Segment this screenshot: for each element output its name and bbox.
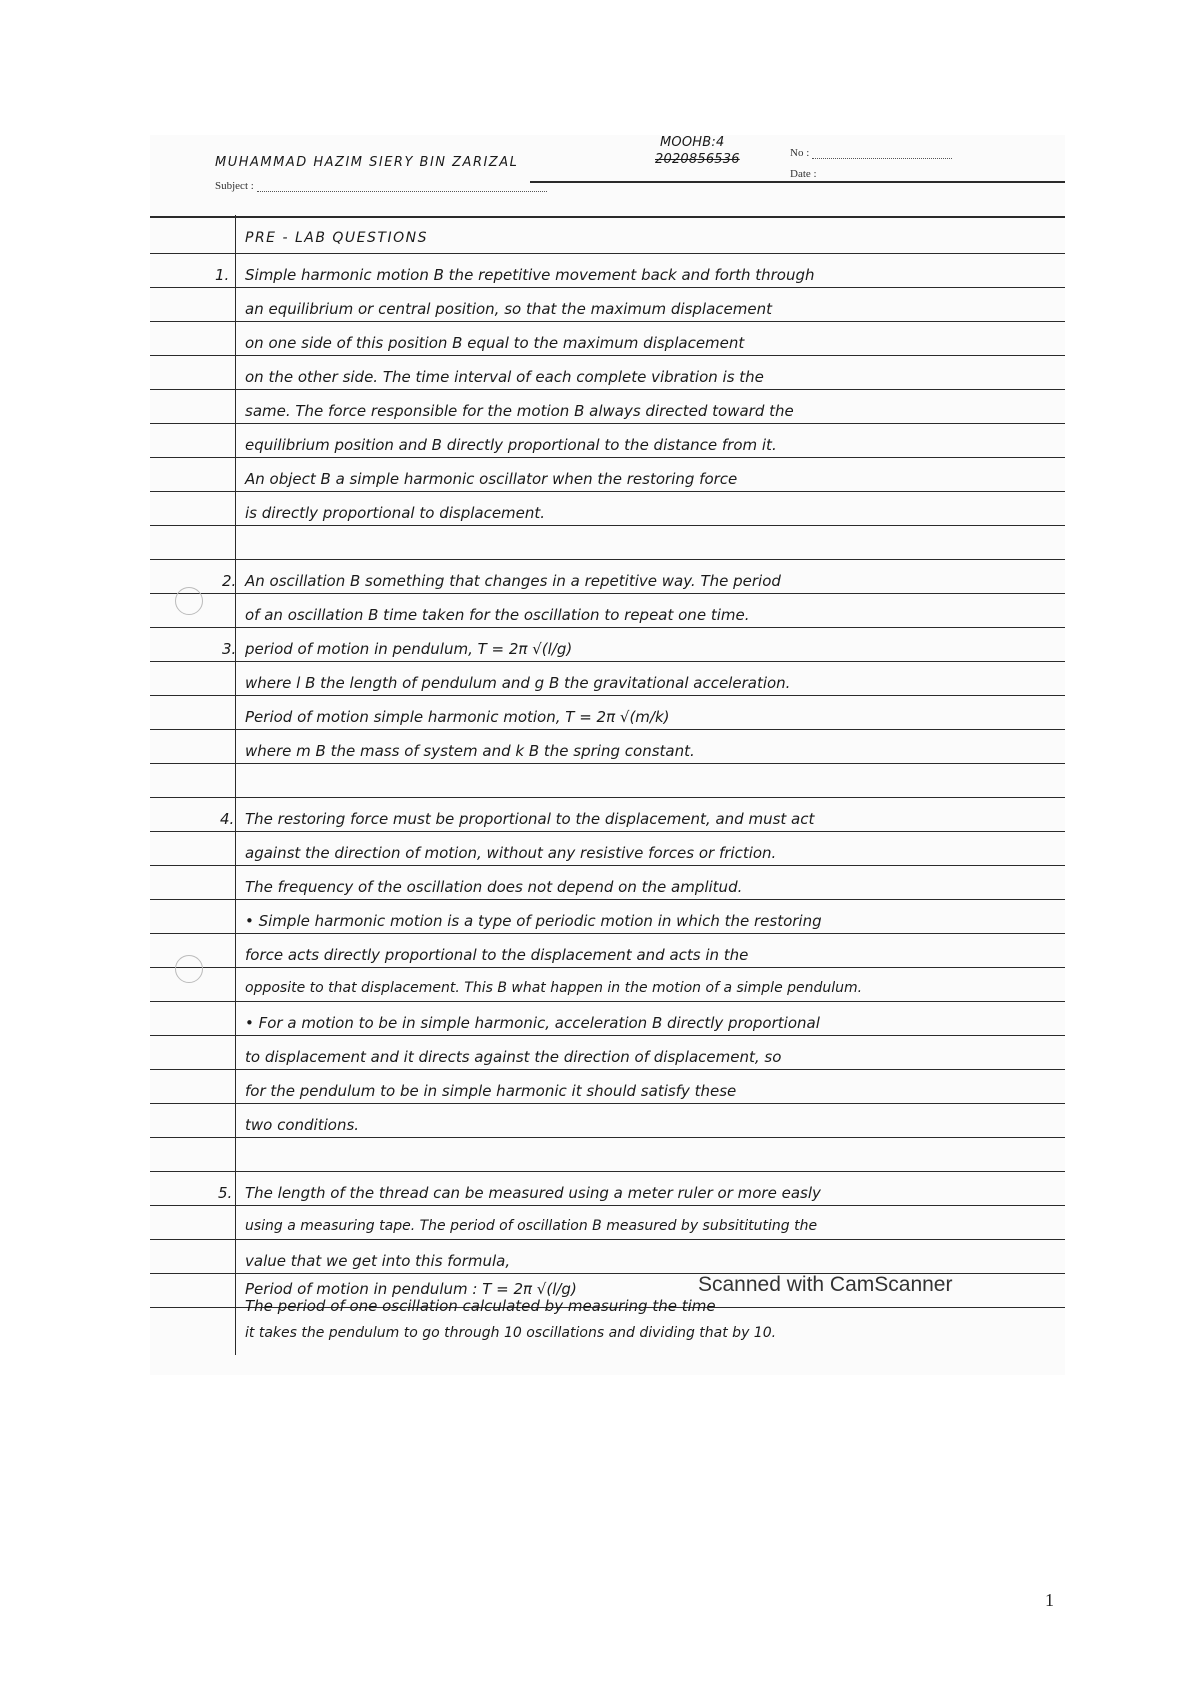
- answer-line: same. The force responsible for the motion B always directed toward the: [245, 402, 794, 420]
- answer-line: is directly proportional to displacement.: [245, 504, 546, 522]
- answer-line: An oscillation B something that changes in a repetitive way. The period: [245, 572, 781, 590]
- ruled-line: [150, 1205, 1065, 1206]
- ruled-line: [150, 695, 1065, 696]
- ruled-line: [150, 933, 1065, 934]
- date-label: Date :: [790, 168, 817, 180]
- ruled-line: [150, 423, 1065, 424]
- page-title: PRE - LAB QUESTIONS: [245, 230, 428, 246]
- ruled-line: [150, 661, 1065, 662]
- answer-line: The length of the thread can be measured using a meter ruler or more easly: [245, 1184, 821, 1202]
- ruled-line: [150, 763, 1065, 764]
- ruled-line: [150, 729, 1065, 730]
- notebook-page: [150, 135, 1065, 1375]
- answer-line: equilibrium position and B directly proportional to the distance from it.: [245, 436, 777, 454]
- answer-line: opposite to that displacement. This B what happen in the motion of a simple pendulum.: [245, 980, 863, 996]
- ruled-line: [150, 1103, 1065, 1104]
- answer-line: • Simple harmonic motion is a type of periodic motion in which the restoring: [245, 912, 822, 930]
- answer-line: period of motion in pendulum, T = 2π √(l/g): [245, 640, 573, 658]
- ruled-line: [150, 1171, 1065, 1172]
- ruled-line: [150, 627, 1065, 628]
- question-number: 1.: [215, 266, 230, 284]
- answer-line: of an oscillation B time taken for the oscillation to repeat one time.: [245, 606, 750, 624]
- question-number: 3.: [222, 640, 237, 658]
- answer-line: Simple harmonic motion B the repetitive movement back and forth through: [245, 266, 815, 284]
- camscanner-watermark: Scanned with CamScanner: [698, 1273, 953, 1296]
- answer-line: where m B the mass of system and k B the spring constant.: [245, 742, 695, 760]
- answer-line: on one side of this position B equal to the maximum displacement: [245, 334, 745, 352]
- page-number: 1: [1045, 1590, 1054, 1610]
- ruled-line: [150, 899, 1065, 900]
- question-number: 2.: [222, 572, 237, 590]
- answer-line: to displacement and it directs against the direction of displacement, so: [245, 1048, 782, 1066]
- answer-line: An object B a simple harmonic oscillator when the restoring force: [245, 470, 738, 488]
- answer-line: two conditions.: [245, 1116, 360, 1134]
- ruled-line: [150, 865, 1065, 866]
- punch-hole: [175, 587, 203, 615]
- matric-id-line2: 2020856536: [655, 152, 740, 167]
- answer-line: an equilibrium or central position, so that the maximum displacement: [245, 300, 772, 318]
- ruled-line: [150, 1137, 1065, 1138]
- answer-line: force acts directly proportional to the displacement and acts in the: [245, 946, 749, 964]
- ruled-line: [150, 355, 1065, 356]
- margin-line: [235, 215, 236, 1355]
- answer-line: on the other side. The time interval of each complete vibration is the: [245, 368, 764, 386]
- ruled-line: [150, 216, 1065, 218]
- ruled-line: [150, 1001, 1065, 1002]
- ruled-line: [150, 1035, 1065, 1036]
- ruled-line: [150, 559, 1065, 560]
- ruled-line: [150, 797, 1065, 798]
- ruled-line: [150, 593, 1065, 594]
- answer-line: where l B the length of pendulum and g B the gravitational acceleration.: [245, 674, 791, 692]
- answer-line: it takes the pendulum to go through 10 oscillations and dividing that by 10.: [245, 1325, 777, 1341]
- answer-line: Period of motion simple harmonic motion, T = 2π √(m/k): [245, 708, 670, 726]
- question-number: 5.: [218, 1184, 233, 1202]
- subject-label: Subject :: [215, 180, 547, 192]
- ruled-line: [150, 1239, 1065, 1240]
- ruled-line: [150, 525, 1065, 526]
- ruled-line: [150, 491, 1065, 492]
- ruled-line: [150, 457, 1065, 458]
- answer-line: against the direction of motion, without any resistive forces or friction.: [245, 844, 777, 862]
- answer-line: for the pendulum to be in simple harmonic it should satisfy these: [245, 1082, 737, 1100]
- ruled-line: [150, 967, 1065, 968]
- question-number: 4.: [220, 810, 235, 828]
- answer-line: • For a motion to be in simple harmonic, acceleration B directly proportional: [245, 1014, 820, 1032]
- answer-line: Period of motion in pendulum : T = 2π √(l/g): [245, 1280, 577, 1298]
- ruled-line: [150, 1069, 1065, 1070]
- ruled-line: [150, 389, 1065, 390]
- answer-line: using a measuring tape. The period of oscillation B measured by subsitituting the: [245, 1218, 818, 1234]
- no-label: No :: [790, 147, 952, 159]
- answer-line: The restoring force must be proportional to the displacement, and must act: [245, 810, 815, 828]
- answer-line: The period of one oscillation calculated by measuring the time: [245, 1297, 716, 1315]
- ruled-line: [150, 287, 1065, 288]
- punch-hole: [175, 955, 203, 983]
- matric-id-line1: MOOHB:4: [660, 135, 725, 150]
- answer-line: The frequency of the oscillation does not depend on the amplitud.: [245, 878, 743, 896]
- ruled-line: [150, 321, 1065, 322]
- answer-line: value that we get into this formula,: [245, 1252, 511, 1270]
- ruled-line: [150, 831, 1065, 832]
- student-name: MUHAMMAD HAZIM SIERY BIN ZARIZAL: [215, 155, 519, 170]
- ruled-line: [150, 253, 1065, 254]
- header-rule: [530, 181, 1065, 183]
